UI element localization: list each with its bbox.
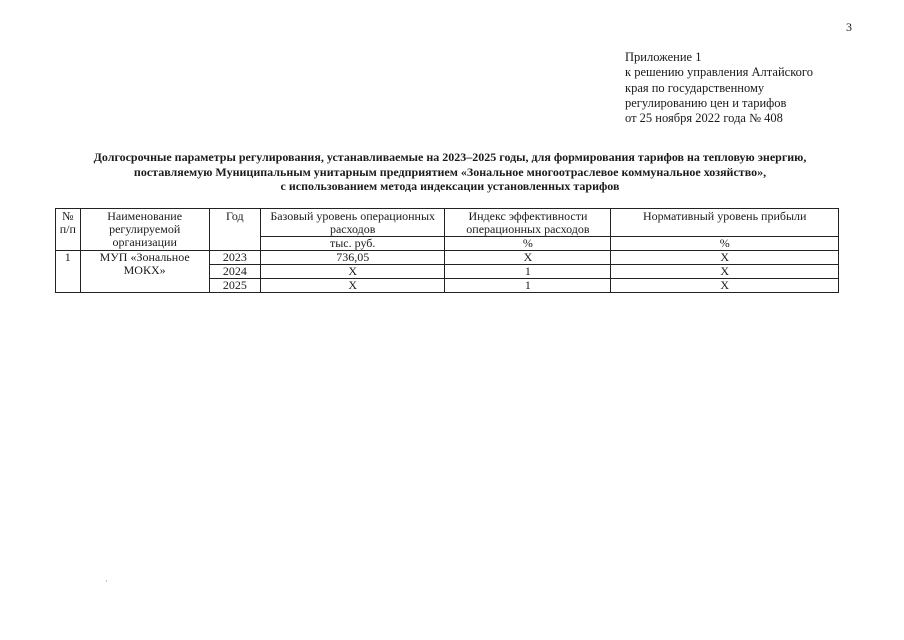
cell-base: Х <box>260 265 444 279</box>
appendix-line: регулированию цен и тарифов <box>625 95 787 110</box>
header-org: Наименование регулируемой организации <box>80 209 209 251</box>
header-no: № п/п <box>56 209 81 251</box>
cell-base: 736,05 <box>260 251 444 265</box>
header-row <box>56 209 839 237</box>
page-number: 3 <box>846 20 852 34</box>
header-index: Индекс эффективности операционных расходов <box>445 209 611 237</box>
cell-profit: Х <box>611 251 839 265</box>
cell-profit: Х <box>611 279 839 293</box>
header-year: Год <box>209 209 260 251</box>
appendix-line: к решению управления Алтайского <box>625 65 813 80</box>
cell-index: 1 <box>445 265 611 279</box>
appendix-block <box>625 50 813 126</box>
title-line: с использованием метода индексации установленных тарифов <box>280 179 620 193</box>
cell-base: Х <box>260 279 444 293</box>
scan-speck: · <box>105 577 108 586</box>
cell-index: Х <box>445 251 611 265</box>
row-number: 1 <box>56 251 81 293</box>
cell-year: 2025 <box>209 279 260 293</box>
unit-index: % <box>445 237 611 251</box>
cell-profit: Х <box>611 265 839 279</box>
appendix-line: края по государственному <box>625 80 765 95</box>
appendix-line: от 25 ноября 2022 года № 408 <box>625 111 783 126</box>
unit-base: тыс. руб. <box>260 237 444 251</box>
document-title <box>40 150 860 194</box>
appendix-line: Приложение 1 <box>625 50 702 64</box>
title-line: Долгосрочные параметры регулирования, устанавливаемые на 2023–2025 годы, для формирования тарифов на тепловую энергию, <box>93 150 807 164</box>
table-row <box>56 251 839 265</box>
header-base: Базовый уровень операционных расходов <box>260 209 444 237</box>
header-profit: Нормативный уровень прибыли <box>611 209 839 237</box>
org-name: МУП «Зональное МОКХ» <box>80 251 209 293</box>
cell-index: 1 <box>445 279 611 293</box>
parameters-table <box>55 208 839 293</box>
title-line: поставляемую Муниципальным унитарным предприятием «Зональное многоотраслевое коммунальное хозяйство», <box>133 164 767 179</box>
cell-year: 2024 <box>209 265 260 279</box>
unit-profit: % <box>611 237 839 251</box>
cell-year: 2023 <box>209 251 260 265</box>
